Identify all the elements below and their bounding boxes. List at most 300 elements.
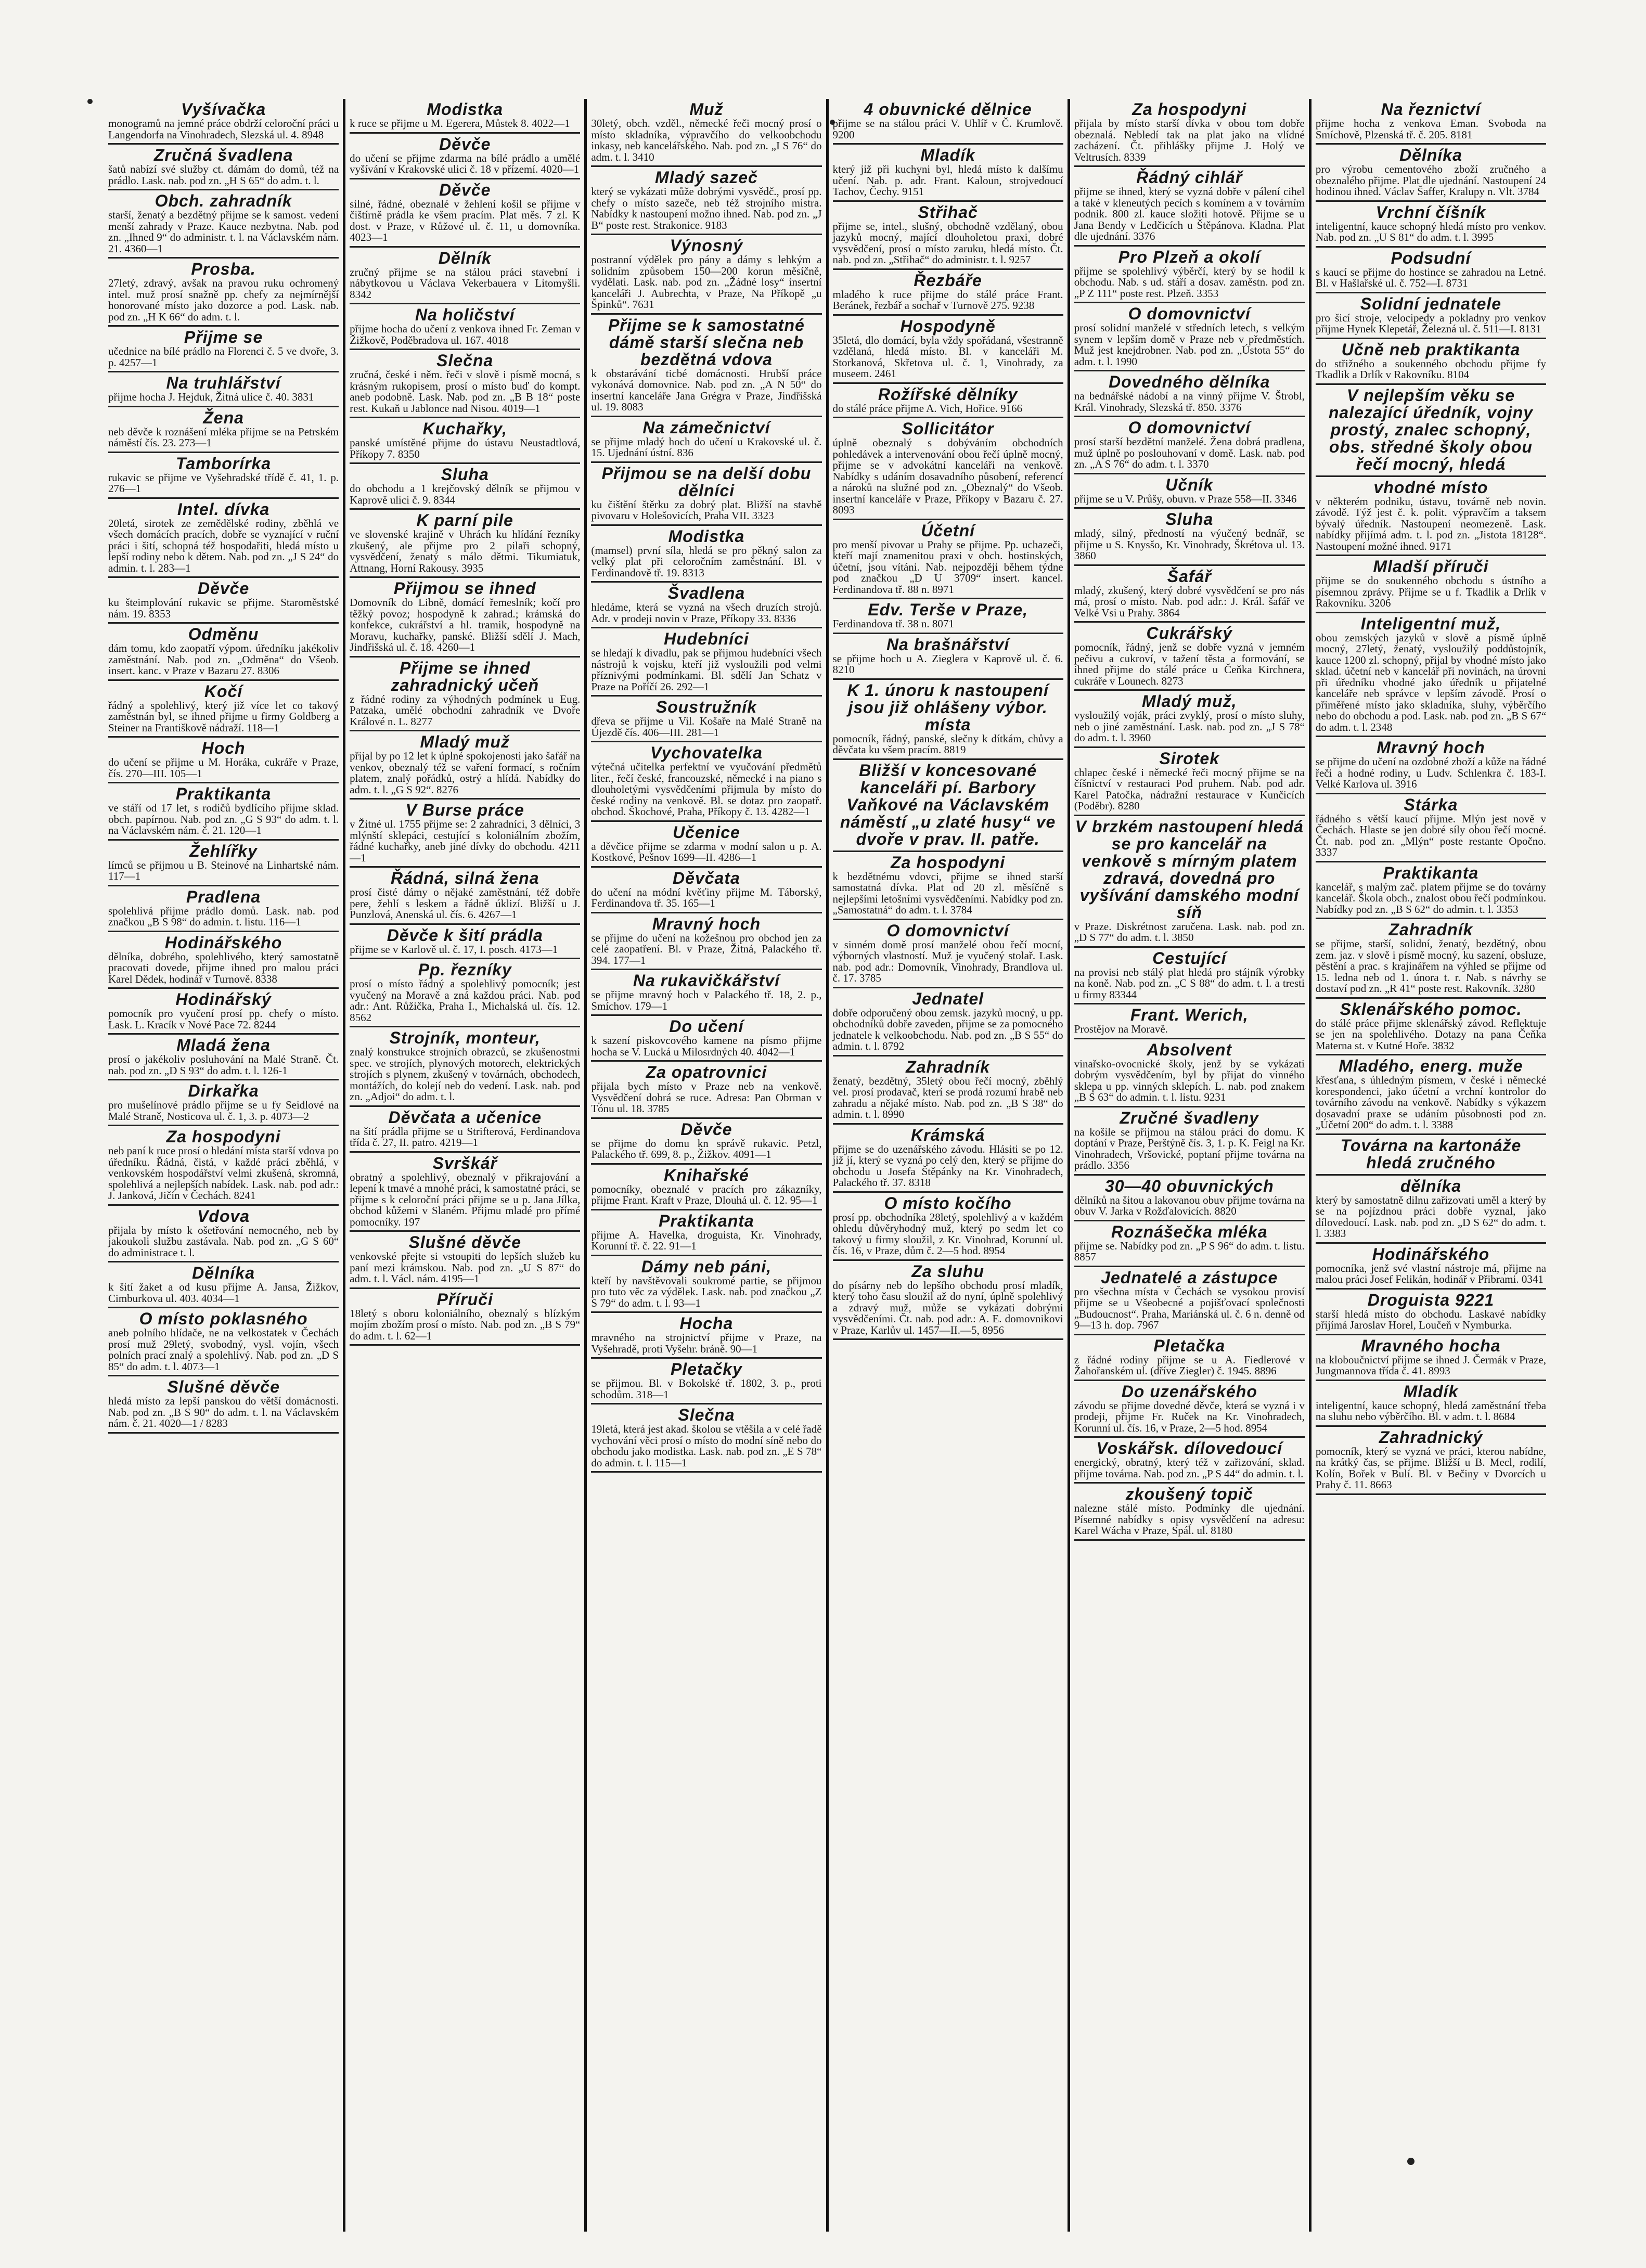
ad-heading: Dělníka (1399, 146, 1462, 164)
classified-ad (591, 742, 821, 822)
classified-ad (1316, 1055, 1546, 1135)
classified-ad (833, 520, 1063, 600)
classified-ad (350, 179, 580, 248)
ad-text: přijme se na stálou práci V. Uhlíř v Č. Krumlově. 9200 (832, 117, 1063, 141)
ad-heading: Dělník (438, 248, 492, 267)
classified-ad (591, 1359, 821, 1404)
ad-text: pro mušelínové prádlo přijme se u fy Seidlové na Malé Straně, Nosticova ul. č. 1, 3. p. 4073—2 (108, 1099, 339, 1123)
ad-text: pomocník, řádný, panské, slečny k dítkám, chůvy a děvčata ku všem pracím. 8819 (832, 732, 1063, 756)
ad-text: mravného na strojnictví přijme v Praze, na Vyšehradě, proti Vyšehr. bráně. 90—1 (591, 1331, 822, 1355)
ad-heading: Za opatrovnici (646, 1063, 767, 1081)
ad-heading: Vyšívačka (181, 100, 266, 119)
ad-heading: Zahradník (906, 1057, 991, 1076)
ad-text: přijme A. Havelka, droguista, Kr. Vinohrady, Korunní tř. č. 22. 91—1 (591, 1228, 822, 1252)
ad-text: do obchodu a 1 krejčovský dělník se přijmou v Kaprově ulici č. 9. 8344 (350, 482, 581, 506)
ad-text: inteligentní, kauce schopný, hledá zaměstnání třeba na sluhu nebo výběrčího. Bl. v adm. t. l. 8684 (1315, 1399, 1547, 1423)
ad-heading: Obch. zahradník (155, 191, 292, 210)
ad-text: pro šicí stroje, velocipedy a pokladny pro venkov přijme Hynek Klepetář, Železná ul. č. 511—I. 8131 (1315, 311, 1547, 335)
ad-text: pomocníka, jenž své vlastní nástroje má, přijme na malou práci Josef Felikán, hodinář v Přibrami. 0341 (1315, 1261, 1547, 1285)
ad-text: se přijme do domu kn správě rukavic. Petzl, Palackého tř. 699, 8. p., Žižkov. 4091—1 (591, 1137, 822, 1161)
ad-text: do stálé práce přijme A. Vich, Hořice. 9166 (832, 402, 1023, 415)
ad-heading: Zahradník (1388, 920, 1473, 939)
ad-heading: Na zámečnictví (642, 418, 770, 437)
classified-ad (350, 731, 580, 800)
classified-ad (1316, 385, 1546, 477)
classified-ad (108, 989, 339, 1035)
classified-ad (108, 99, 339, 145)
ad-text: k šití žaket a od kusu přijme A. Jansa, Žižkov, Cimburkova ul. 403. 4034—1 (108, 1281, 339, 1305)
ad-heading: Zručná švadlena (153, 146, 293, 164)
classified-ad (1074, 1176, 1305, 1221)
ad-text: neb děvče k roznášení mléka přijme se na Petrském náměstí čís. 23. 273—1 (108, 425, 339, 449)
classified-ad (833, 680, 1063, 760)
ad-heading: Slušné děvče (408, 1233, 522, 1252)
ad-text: ženatý, bezdětný, 35letý obou řečí mocný, zběhlý vel. prosí prodavač, kterí se prodá rozumí hrabě neb zahradu a nějaké místo. Nab. pod zn. „B S 38“ do admin. t. l. 8990 (832, 1074, 1063, 1120)
ad-heading: Krámská (911, 1125, 985, 1144)
classified-ad (591, 697, 821, 742)
ad-text: na šití prádla přijme se u Strifterová, Ferdinandova třída č. 27, II. patro. 4219—1 (350, 1125, 581, 1149)
ad-heading: Továrna na kartonáže hledá zručného (1340, 1136, 1522, 1172)
ad-heading: Mravného hocha (1361, 1336, 1501, 1355)
classified-ad (108, 259, 339, 327)
ad-heading: Za hospodyni (1132, 100, 1247, 119)
classified-ad (833, 384, 1063, 419)
classified-ad (350, 134, 580, 179)
ad-text: prosí čisté dámy o nějaké zaměstnání, též dobře pere, žehlí s leskem a řádně úklizí. Bližší u J. Punzlová, Anenská ul. čís. 6. 4267—1 (350, 886, 581, 921)
ad-heading: Za hospodyni (891, 853, 1006, 872)
classified-ad (1316, 1335, 1546, 1381)
ad-text: s kaucí se přijme do hostince se zahradou na Letné. Bl. v Hašlařské ul. č. 752—I. 8731 (1315, 265, 1547, 289)
ad-text: energický, obratný, který též v zařizování, sklad. přijme továrna. Nab. pod zn. „P S 44“ do admin. t. l. (1074, 1456, 1305, 1480)
classified-ad (591, 1119, 821, 1165)
column (104, 99, 343, 2232)
classified-ad (833, 920, 1063, 988)
ad-text: vysloužilý voják, práci zvyklý, prosí o místo sluhy, neb o jiné zaměstnání. Lask. nab. pod zn. „J S 78“ do adm. t. l. 3960 (1074, 709, 1305, 744)
ad-text: pro menší pivovar u Prahy se přijme. Pp. uchazeči, kteří mají znamenitou praxi v obch. hostinských, účetní, jsou vítáni. Nab. nejpozději během týdne pod značkou „D U 3709“ insert. kancel. Ferdinandova tř. 88 n. 8971 (832, 538, 1063, 596)
ad-heading: Kuchařky, (422, 419, 508, 438)
classified-ad (350, 248, 580, 305)
ad-heading: Tamborírka (176, 454, 272, 473)
ad-heading: Dělníka (192, 1264, 255, 1282)
classified-ad (1316, 145, 1546, 202)
ad-heading: Řádná, silná žena (390, 869, 539, 887)
ad-text: se přijme, starší, solidní, ženatý, bezdětný, obou zem. jaz. v slově i písmě mocný, ku sazení, obsluze, pěstění a prac. s krajinářem na výhled se přijme od 15. ledna neb od 1. února t. r. Nab. s návrhy se dostaví pod zn. „R 41“ poste rest. Rakovník. 3280 (1315, 937, 1547, 995)
ad-heading: Mravný hoch (652, 914, 761, 933)
ad-text: přijala bych místo v Praze neb na venkově. Vysvědčení dobrá se ruce. Adresa: Pan Obrman v Tónu ul. 18. 3785 (591, 1080, 822, 1115)
ad-text: nalezne stálé místo. Podmínky dle ujednání. Písemné nabídky s opisy vysvědčení na adresu: Karel Wácha v Praze, Spál. ul. 8180 (1074, 1502, 1305, 1537)
ad-text: závodu se přijme dovedné děvče, která se vyzná i v prodeji, přijme Fr. Ruček na Kr. Vinohradech, Korunní ul. čís. 16, v Praze, 2—5 hod. 8954 (1074, 1399, 1305, 1434)
classified-ad (833, 599, 1063, 634)
classified-ad (591, 822, 821, 868)
classified-ad (350, 1289, 580, 1346)
classified-ad (833, 202, 1063, 270)
classified-ad (591, 315, 821, 417)
ad-heading: Jednatel (912, 989, 984, 1008)
ad-text: dělníků na šitou a lakovanou obuv přijme továrna na obuv V. Jarka v Rožďalovicích. 8820 (1074, 1193, 1305, 1217)
ad-heading: Vrchní číšník (1375, 202, 1486, 222)
ad-text: dělníka, dobrého, spolehlivého, který samostatně pracovati dovede, přijme ihned pro malou práci Karel Dědek, hodinář v Turnově. 8338 (108, 950, 339, 985)
classified-ad (108, 1376, 339, 1434)
classified-ad (1316, 613, 1546, 738)
ad-heading: Žena (203, 408, 244, 427)
classified-ad (1074, 167, 1305, 247)
ad-text: panské umístěné přijme do ústavu Neustadtlová, Příkopy 7. 8350 (350, 436, 581, 460)
ad-text: se přijmou. Bl. v Bokolské tř. 1802, 3. p., proti schodům. 318—1 (591, 1377, 822, 1401)
classified-ad (108, 190, 339, 259)
ad-heading: Na truhlářství (166, 373, 281, 392)
ad-heading: Hodinářského (1372, 1244, 1490, 1264)
ad-heading: vhodné místo (1373, 478, 1488, 497)
ad-heading: Do uzenářského (1121, 1382, 1257, 1401)
classified-ad (108, 453, 339, 499)
ad-heading: Přijme se ihned zahradnický učeň (391, 658, 539, 694)
ad-heading: Děvče (439, 134, 491, 153)
classified-ad (1316, 248, 1546, 293)
ad-heading: Mravný hoch (1377, 738, 1485, 757)
classified-ad (1074, 99, 1305, 167)
classified-ad (350, 304, 580, 350)
ad-heading: Frant. Werich, (1130, 1006, 1249, 1024)
ad-heading: Kočí (204, 681, 243, 701)
ad-heading: Účetní (921, 521, 975, 540)
ad-heading: Dovedného dělníka (1109, 372, 1270, 391)
ad-text: šatů nabízí své služby ct. dámám do domů, též na prádlo. Lask. nab. pod zn. „H S 65“ do adm. t. l. (108, 163, 339, 187)
ad-heading: Na rukavičkářství (633, 971, 780, 990)
ad-text: řádný a spolehlivý, který již více let co takový zaměstnán byl, se ihned přijme u firmy Goldberg a Steiner na Františkově nádraží. 118—1 (108, 699, 339, 734)
ad-text: přijme se v Karlově ul. č. 17, I. posch. 4173—1 (350, 943, 558, 956)
ad-heading: V nejlepším věku se nalezající úředník, vojny prostý, znalec schopný, obs. středné školy obou řečí mocný, hledá (1328, 385, 1533, 473)
ad-heading: Za hospodyni (166, 1127, 281, 1146)
ad-heading: Mladý sazeč (655, 168, 758, 187)
ad-heading: Děvče (680, 1119, 732, 1139)
classified-ad (591, 583, 821, 628)
ad-heading: Mladý muž (420, 732, 510, 751)
classified-ad (350, 1107, 580, 1153)
ad-heading: Děvče k šití prádla (387, 925, 543, 945)
ad-text: do střižného a soukenného obchodu přijme fy Tkadlik a Drlík v Rakovníku. 8104 (1315, 357, 1547, 381)
classified-ad (1316, 1135, 1546, 1176)
classified-ad (1074, 303, 1305, 371)
ad-heading: Pp. řezníky (418, 960, 512, 979)
ad-heading: Děvčata a učenice (388, 1107, 542, 1127)
ad-text: pomocník pro vyučení prosí pp. chefy o místo. Lask. L. Kracík v Nové Pace 72. 8244 (108, 1007, 339, 1031)
ad-heading: Hodinářský (175, 990, 272, 1009)
ad-heading: Řezbáře (914, 270, 982, 290)
classified-ad (1316, 1176, 1546, 1244)
ad-heading: zkoušený topič (1125, 1485, 1253, 1503)
classified-ad (1316, 556, 1546, 613)
ad-heading: Pletačky (670, 1360, 742, 1378)
classified-ad (591, 1062, 821, 1119)
classified-ad (350, 868, 580, 925)
ad-heading: Zručné švadleny (1120, 1108, 1259, 1127)
ad-heading: Stárka (1404, 795, 1458, 814)
classified-ad (591, 1165, 821, 1210)
ad-heading: V brzkém nastoupení hledá se pro kancelář na venkově s mírným platem zdravá, dovedná pro vyšívání damského modní síň (1075, 817, 1304, 922)
classified-ad (833, 1193, 1063, 1261)
ad-heading: Sluha (441, 465, 489, 484)
classified-ad (108, 738, 339, 783)
ad-text: starší, ženatý a bezdětný přijme se k samost. vedení menší zahrady v Praze. Kauce nezbytna. Nab. pod zn. „Ihned 9“ do administr. t. l. na Václavském nám. 21. 4360—1 (108, 209, 339, 255)
classified-ad (108, 783, 339, 841)
classified-ad (1074, 247, 1305, 304)
ad-heading: Praktikanta (175, 784, 272, 803)
ad-heading: Hocha (679, 1314, 734, 1333)
column (1309, 99, 1550, 2232)
ad-text: 18letý s oboru koloniálního, obeznalý s blízkým mojím zbožím prosí o místo. Nab. pod zn. „B S 79“ do adm. t. l. 62—1 (350, 1307, 581, 1342)
classified-ad (108, 841, 339, 886)
ad-heading: Za sluhu (911, 1261, 984, 1281)
ad-text: se přijme do učení na kožešnou pro obchod jen za celé zaopatření. Bl. v Praze, Žitná, Palackého tř. 394. 177—1 (591, 931, 822, 967)
classified-ad (350, 350, 580, 418)
ad-heading: Knihařské (664, 1165, 749, 1184)
ad-text: dřeva se přijme u Vil. Košaře na Malé Straně na Újezdě čís. 406—III. 281—1 (591, 715, 822, 739)
ad-text: kancelář, s malým zač. platem přijme se do továrny kancelář. Škola obch., znalost obou řečí podmínkou. Nabídky pod zn. „B S 62“ do admin. t. l. 3353 (1315, 880, 1547, 916)
classified-ad (350, 510, 580, 578)
classified-ad (1074, 1381, 1305, 1438)
classified-ad (1074, 566, 1305, 623)
classified-ad (833, 145, 1063, 202)
classified-ad (108, 1035, 339, 1080)
ad-heading: Hodinářského (164, 933, 282, 952)
ad-heading: Voskářsk. dílovedoucí (1096, 1439, 1283, 1458)
classified-ad (1074, 474, 1305, 509)
classified-ad (350, 418, 580, 464)
classified-ad (1074, 1335, 1305, 1381)
ad-text: monogramů na jemné práce obdrží celoroční práci u Langendorfa na Vinohradech, Slezská ul. 4. 8948 (108, 117, 339, 141)
ad-text: prosí solidní manželé v středních letech, s velkým synem v lepším domě v Praze neb v předměstích. Muž jest knejdrobner. Nab. pod zn. „Ústota 55“ do adm. t. l. 1990 (1074, 321, 1305, 368)
ad-text: přijme se, intel., slušný, obchodně vzdělaný, obou jazyků mocný, mající dlouholetou praxi, dobré vysvědčení, prosí o místo zaruku, hledá místo. Čt. nab. pod zn. „Střihač“ do administr. t. l. 9257 (832, 220, 1063, 266)
ad-text: Prostějov na Moravě. (1074, 1023, 1168, 1035)
classified-ad (108, 1206, 339, 1263)
ad-text: pro všechna místa v Čechách se vysokou provisí přijme se u Všeobecné a pojišťovací společnosti „Budoucnost“. Praha, Mariánská ul. č. 6 n. denně od 9—13 h. dop. 7967 (1074, 1285, 1305, 1331)
classified-ad (350, 925, 580, 960)
ad-text: postranní výdělek pro pány a dámy s lehkým a solidním způsobem 150—200 korun měsíčně, vydělati. Lask. nab. pod zn. „Žádné losy“ insertní kanceláři J. Aubrechta, v Praze, Na Příkopě „u Špinků“. 7631 (591, 253, 822, 311)
ad-heading: Cestující (1152, 948, 1227, 968)
classified-ad (833, 418, 1063, 520)
ad-text: 20letá, sirotek ze zemědělské rodiny, zběhlá ve všech domácích pracích, dobře se vyznající v ruční práci i šití, schopná též hospodařiti, hledá místo u lepší rodiny nebo k dětem. Nab. pod zn. „J S 24“ do admin. t. l. 283—1 (108, 517, 339, 574)
ad-text: mladý, zkušený, který dobré vysvědčení se pro nás má, prosí o místo. Nab. pod adr.: J. Král. šafář ve Velké Vsi u Prahy. 3864 (1074, 584, 1305, 619)
ad-text: pro výrobu cementového zboží zručného a obeznalého přijme. Plat dle ujednání. Nastoupení 24 hodinou ihned. Václav Šaffer, Kralupy n. Vlt. 3784 (1315, 163, 1547, 198)
ad-text: 35letá, dlo domácí, byla vždy spořádaná, všestranně vzdělaná, hledá místo. Bl. v kanceláři M. Storkanová, Skřetova ul. č. 1, Vinohrady, za museem. 2461 (832, 333, 1063, 380)
ad-text: přijme se ihned, který se vyzná dobře v pálení cihel a také v kleneutých pecích s komínem a v továrním podnik. 800 zl. kauce složiti hotově. Přijme se u Jana Bendy v Ledčicích u Štěpánova. Kladna. Plat dle ujednání. 3376 (1074, 185, 1305, 242)
ad-text: k sazení piskovcového kamene na písmo přijme hocha se V. Lucká u Milosrdných 40. 4042—1 (591, 1034, 822, 1058)
classified-ad (1316, 1427, 1546, 1495)
ad-heading: Absolvent (1147, 1040, 1232, 1059)
ad-heading: Žehlířky (189, 841, 258, 860)
ad-text: řádného s větší kaucí přijme. Mlýn jest nově v Čechách. Hlaste se jen dobré síly obou řečí mocné. Čt. nab. pod zn. „Mlýn“ poste restante Opočno. 3337 (1315, 812, 1547, 858)
column (584, 99, 826, 2232)
ad-text: pomocník, který se vyzná ve práci, kterou nabídne, na krátký čas, se přijme. Bližší u B. Mecl, rodilí, Kolín, Bořek v Bulí. Bl. v Bečiny v Dvorcích u Prahy č. 11. 8663 (1315, 1445, 1547, 1491)
ad-text: do učení na módní kvěťiny přijme M. Táborský, Ferdinandova tř. 35. 165—1 (591, 885, 822, 909)
classified-ad (591, 526, 821, 583)
ad-heading: Učně neb praktikanta (1341, 340, 1521, 359)
ad-heading: Rožířské dělníky (878, 384, 1018, 404)
classified-ad (1074, 371, 1305, 417)
ad-heading: Muž (689, 100, 724, 119)
classified-ad (108, 407, 339, 453)
ad-heading: Mladý muž, (1142, 692, 1237, 711)
classified-ad (108, 624, 339, 681)
ad-text: prosí o místo řádný a spolehlivý pomocník; jest vyučený na Moravě a zná každou práci. Nab. pod adr.: Ant. Růžička, Praha I., Michalská ul. čís. 12. 8562 (350, 977, 581, 1024)
ad-heading: Zahradnický (1379, 1427, 1483, 1447)
ad-heading: Modistka (668, 526, 745, 546)
classified-ad (108, 1262, 339, 1308)
classified-ad (108, 578, 339, 624)
ad-text: (mamsel) první síla, hledá se pro pěkný salon za velký plat při celoročním zaměstnání. Bl. v Ferdinandově tř. 19. 8313 (591, 544, 822, 579)
ad-text: do učení se přijme u M. Horáka, cukráře v Praze, čís. 270—III. 105—1 (108, 756, 339, 780)
classified-ad (350, 959, 580, 1027)
classified-columns (104, 99, 1550, 2232)
ad-heading: Pradlena (186, 887, 261, 906)
ad-text: 27letý, zdravý, avšak na pravou ruku ochromený intel. muž prosí snažně pp. chefy za nejmírnější honorované místo jako dozorce a pod. Lask. nab. pod zn. „H K 66“ do adm. t. l. (108, 277, 339, 323)
classified-ad (1074, 1004, 1305, 1039)
classified-ad (1316, 202, 1546, 248)
ad-text: k bezdětnému vdovci, přijme se ihned starší samostatná dívka. Plat od 20 zl. měsíčně s nejlepšími letošními vysvědčeními. Nabídky pod zn. „Samostatná“ do adm. t. l. 3784 (832, 870, 1063, 916)
ad-text: přijme se. Nabídky pod zn. „P S 96“ do adm. t. listu. 8857 (1074, 1239, 1305, 1263)
ad-heading: Solidní jednatele (1360, 294, 1502, 313)
ad-heading: dělníka (1400, 1176, 1462, 1195)
ad-text: v Praze. Diskrétnost zaručena. Lask. nab. pod zn. „D S 77“ do adm. t. l. 3850 (1074, 920, 1305, 944)
ad-text: spolehlivá přijme prádlo domů. Lask. nab. pod značkou „B S 98“ do admin. t. listu. 116—1 (108, 904, 339, 928)
ad-heading: Mladík (1403, 1382, 1459, 1401)
ad-text: obratný a spolehlivý, obeznalý v přikrajování a lepení k tmavé a mnohé práci, k samostatné práci, se přijme s k celoroční práci přijme se u p. Jana Jílka, obchod kůžemi v Slaném. Přijmu mladé pro přímé pomocníky. 197 (350, 1170, 581, 1228)
ad-text: prosí o jakékoliv posluhování na Malé Straně. Čt. nab. pod zn. „D S 93“ do adm. t. l. 126-1 (108, 1053, 339, 1077)
ad-text: se přijme do učení na ozdobné zboží a kůže na řádné řeči a hodné rodiny, u Ludv. Schlenkra č. 183-I. Velké Karlova ul. 3916 (1315, 755, 1547, 790)
ad-heading: Strojník, monteur, (389, 1028, 541, 1047)
ad-text: v některém podniku, ústavu, továrně neb novin. závodě. Týž jest č. k. polit. výpravčím a taksem bývalý úředník. Nastoupení neomezeně. Lask. nabídky přijímá adm. t. l. pod zn. „Jistota 18128“. Nastoupení možné ihned. 9171 (1315, 495, 1547, 552)
classified-ad (833, 634, 1063, 680)
ad-heading: Děvče (197, 579, 250, 598)
ad-text: znalý konstrukce strojních obrazců, se zkušenostmi spec. ve strojích, plynových motorech, elektrických strojích s plynem, zkušený v továrnách, obchodech, montážích, do kolejí neb do vedení. Lask. nab. pod zn. „Adjoi“ do adm. t. l. (350, 1046, 581, 1103)
ad-heading: Vychovatelka (650, 743, 763, 762)
classified-ad (1074, 417, 1305, 474)
ad-heading: Mladší příruči (1373, 557, 1489, 576)
ad-text: přijal by po 12 let k úplné spokojenosti jako šafář na venkov, obeznalý též se vaření formací, s ročním platem, znalý pořádků, ostrý a hlídá. Nabídky do adm. t. l. „G S 92“. 8276 (350, 750, 581, 796)
classified-ad (833, 1125, 1063, 1193)
ad-text: 19letá, která jest akad. školou se vtěšila a v celé řadě vychování věci prosí o místo do modní síně nebo do obchodu jako modistka. Lask. nab. pod zn. „E S 78“ do admin. t. l. 115—1 (591, 1423, 822, 1469)
ad-text: neb paní k ruce prosí o hledání místa starší vdova po úředníku. Řádná, čistá, v každé práci zběhlá, v venkovském hospodářství velmi zkušená, skromná, spolehlivá a nejlepších nabídek. Lask. nab. pod adr.: J. Janková, Jičín v Čechách. 8241 (108, 1144, 339, 1202)
classified-ad (1074, 816, 1305, 948)
ad-heading: Intel. dívka (177, 499, 270, 519)
ad-heading: Hospodyně (900, 316, 996, 336)
classified-ad (108, 681, 339, 738)
classified-ad (1316, 919, 1546, 999)
classified-ad (833, 760, 1063, 852)
classified-ad (1074, 509, 1305, 566)
ad-text: výtečná učitelka perfektní ve vyučování předmětů liter., řečí české, francouzské, německé i na piano s dlouholetými vysvědčeními přijmula by místo do české rodiny na venkově. Bl. se dotaz pro zaopatř. obchod. Škochové, Praha, Příkopy č. 13. 4282—1 (591, 761, 822, 818)
ad-heading: Dirkařka (188, 1081, 259, 1100)
ad-heading: 30—40 obuvnických (1104, 1176, 1274, 1195)
ad-text: Ferdinandova tř. 38 n. 8071 (832, 617, 954, 630)
ad-heading: Hoch (201, 739, 246, 757)
ad-text: inteligentní, kauce schopný hledá místo pro venkov. Nab. pod zn. „U S 81“ do adm. t. l. 3995 (1315, 220, 1547, 243)
ad-heading: Vdova (197, 1206, 250, 1226)
ad-text: k obstarávání ticbé domácnosti. Hrubší práce vykonává domovnice. Nab. pod zn. „A N 50“ do insertní kanceláře Jana Grégra v Praze, Jindřišská ul. 19. 8083 (591, 367, 822, 413)
ad-text: úplně obeznalý s dobýváním obchodních pohledávek a intervenování obou řečí úplně mocný, přijme se v advokátní kanceláři na venkově. Nabídky s udáním dosavadního působení, referencí a nároků na služné pod zn. „Obeznalý“ do Všeob. insertní kanceláře v Praze, Příkopy v Bazaru č. 27. 8093 (832, 436, 1063, 516)
ad-heading: Bližší v koncesované kanceláři pí. Barbory Vaňkové na Václavském náměstí „u zlaté husy“ ve dvoře v prav. II. patře. (840, 761, 1056, 848)
ad-heading: Přijmou se ihned (393, 579, 536, 598)
ad-text: se přijme hoch u A. Zieglera v Kaprově ul. č. 6. 8210 (832, 652, 1063, 676)
ad-heading: K 1. únoru k nastoupení jsou již ohlášeny výbor. místa (847, 680, 1049, 734)
classified-ad (108, 932, 339, 989)
classified-ad (1316, 1290, 1546, 1335)
classified-ad (1316, 99, 1546, 145)
ad-text: do písárny neb do lepšího obchodu prosí mladík, který toho času sloužil až do nyní, úplně spolehlivý a zdravý muž, může se vykázati dobrými vysvědčeními. Čt. nab. pod adr.: A. E. domovnikovi v Praze, Karlův ul. 1457—II.—5, 8956 (832, 1279, 1063, 1336)
classified-ad (1316, 1381, 1546, 1427)
ad-text: zručný přijme se na stálou práci stavební i nábytkovou u Václava Vekerbauera v Litomyšli. 8342 (350, 265, 581, 301)
ad-heading: Šafář (1167, 566, 1212, 586)
ad-heading: Slečna (678, 1406, 735, 1424)
ink-speck (87, 99, 93, 104)
ad-text: silné, řádné, obeznalé v žehlení košil se přijme v čištírně prádla ke všem pracím. Plat měs. 7 zl. K dost. v Praze, v Růžové ul. č. 11, u domovníka. 4023—1 (350, 197, 581, 243)
ad-text: dám tomu, kdo zaopatří výpom. úředníku jakékoliv zaměstnání. Nab. pod zn. „Odměna“ do Všeob. insert. kanc. v Praze v Bazaru 27. 8306 (108, 642, 339, 677)
ad-heading: Švadlena (667, 584, 745, 602)
ad-text: ve stáří od 17 let, s rodičů bydlícího přijme sklad. obch. papírnou. Nab. pod zn. „G S 93“ do adm. t. l. na Václavském nám. č. 21. 120—1 (108, 802, 339, 836)
ad-text: límců se přijmou u B. Steinové na Linhartské nám. 117—1 (108, 858, 339, 882)
ad-text: přijme hocha J. Hejduk, Žitná ulice č. 40. 3831 (108, 391, 314, 403)
classified-ad (1074, 1484, 1305, 1541)
classified-ad (833, 99, 1063, 145)
ad-heading: Na řeznictví (1381, 100, 1481, 119)
classified-ad (1316, 477, 1546, 557)
classified-ad (1074, 691, 1305, 748)
ad-text: který by samostatně dilnu zařizovati uměl a který by se na pojízdnou práci dobře vyznal, jako dílovedoucí. Lask. nab. pod zn. „D S 62“ do adm. t. l. 3383 (1315, 1193, 1547, 1240)
classified-ad (350, 578, 580, 658)
classified-ad (108, 1126, 339, 1206)
ad-text: přijme hocha z venkova Eman. Svoboda na Smíchově, Plzenská tř. č. 205. 8181 (1315, 117, 1547, 141)
ad-heading: V Burse práce (405, 801, 524, 819)
classified-ad (1316, 1244, 1546, 1290)
classified-ad (591, 970, 821, 1016)
ad-text: aneb polního hlídače, ne na velkostatek v Čechách prosí muž 29letý, svobodný, vysl. vojín, všech polních prací znalý a spolehlivý. Nab. pod zn. „D S 85“ do adm. t. l. 4073—1 (108, 1326, 339, 1373)
classified-ad (108, 372, 339, 407)
column (343, 99, 584, 2232)
ad-heading: Dámy neb páni, (641, 1257, 772, 1276)
classified-ad (591, 1404, 821, 1473)
ad-heading: Odměnu (188, 625, 259, 643)
ad-text: venkovské přejte si vstoupiti do lepších služeb ku paní mezi krámskou. Nab. pod zn. „U S 87“ do adm. t. l. Václ. nám. 4195—1 (350, 1250, 581, 1285)
classified-ad (591, 628, 821, 697)
ad-heading: Roznášečka mléka (1111, 1222, 1268, 1241)
ad-heading: Slušné děvče (167, 1377, 280, 1396)
ad-heading: Modistka (427, 100, 504, 119)
ad-text: na košile se přijmou na stálou práci do domu. K doptání v Praze, Perštýně čís. 3, 1. p. K. Feigl na Kr. Vinohradech, Vršovické, poptaní přijme továrna na prádlo. 3356 (1074, 1125, 1305, 1171)
column (1068, 99, 1309, 2232)
classified-ad (1074, 748, 1305, 816)
ad-heading: O domovnictví (886, 921, 1009, 940)
ad-text: přijala by místo k ošetřování nemocného, neb by jakoukoli službu zastávala. Nab. pod zn. „G S 60“ do administrace t. l. (108, 1223, 339, 1259)
ad-heading: Na holičství (415, 305, 515, 324)
ad-text: starší hledá místo do obchodu. Laskavé nabídky přijímá Jaroslav Horel, Loučeň v Nymburka. (1315, 1307, 1547, 1331)
classified-ad (1074, 623, 1305, 691)
classified-ad (1074, 1221, 1305, 1267)
ad-heading: Pro Plzeň a okolí (1118, 247, 1261, 266)
ad-text: prosí starší bezdětní manželé. Žena dobrá pradlena, muž úplně po poslouhovaní v domě. Lask. nab. pod zn. „A S 76“ do adm. t. l. 3370 (1074, 435, 1305, 470)
ad-heading: Učenice (673, 822, 740, 842)
ad-text: ku šteimplování rukavic se přijme. Staroměstské nám. 19. 8353 (108, 596, 339, 620)
ad-heading: Na brašnářství (886, 635, 1010, 654)
ad-text: pomocník, řádný, jenž se dobře vyzná v jemném pečivu a cukroví, v tažení těsta a formování, se ihned přijme do stálé práce u Čeňka Kirchnera, cukráře v Lounech. 8273 (1074, 641, 1305, 687)
classified-ad (591, 868, 821, 913)
ad-text: mladý, silný, předností na výučený bednář, se přijme u S. Knysšo, Kr. Vinohrady, Škrétova ul. 13. 3860 (1074, 527, 1305, 562)
ad-heading: Střihač (918, 202, 978, 222)
ad-heading: Děvče (439, 180, 491, 199)
classified-ad (1074, 948, 1305, 1005)
ad-heading: Příruči (436, 1290, 493, 1309)
ad-heading: Soustružník (655, 698, 757, 716)
classified-ad (833, 1056, 1063, 1125)
